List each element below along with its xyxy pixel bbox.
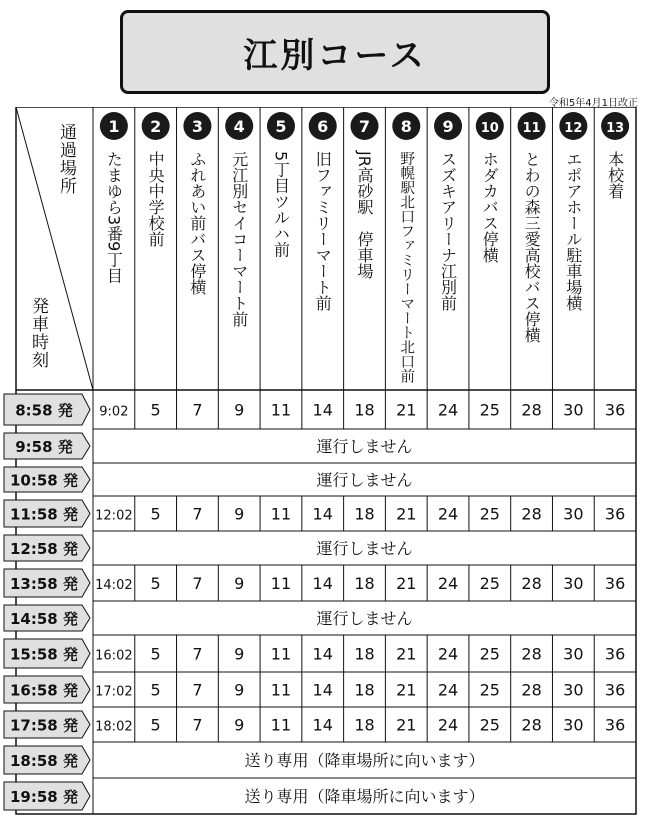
- departure-time: 8:58 発: [15, 401, 73, 420]
- arrival-minute: 28: [521, 400, 542, 420]
- arrival-minute: 30: [563, 644, 584, 664]
- stop-name: 本校着: [605, 151, 625, 199]
- title-box: [120, 10, 550, 94]
- stop-number: 2: [150, 117, 162, 136]
- arrival-minute: 25: [479, 680, 500, 700]
- arrival-minute: 24: [437, 574, 459, 593]
- arrival-minute: 12:02: [95, 508, 133, 524]
- arrival-minute: 5: [150, 680, 161, 700]
- stop-name: JR高砂駅 停車場: [355, 151, 374, 279]
- arrival-minute: 28: [521, 574, 542, 593]
- departure-time: 10:58 発: [10, 471, 78, 490]
- arrival-minute: 25: [479, 400, 500, 420]
- stop-number: 8: [400, 117, 412, 136]
- stop-number: 4: [233, 117, 245, 136]
- stop-column: [392, 112, 420, 383]
- arrival-minute: 9: [234, 644, 245, 664]
- timetable-row: [4, 429, 636, 463]
- arrival-minute: 11: [270, 400, 292, 420]
- stop-number: 6: [317, 117, 329, 136]
- stop-name: エポアホール駐車場横: [563, 151, 583, 311]
- stop-number: 1: [108, 117, 120, 136]
- stop-number: 5: [275, 117, 287, 136]
- arrival-minute: 36: [604, 400, 626, 420]
- row-note: 送り専用（降車場所に向います）: [244, 787, 485, 806]
- arrival-minute: 36: [604, 715, 626, 735]
- arrival-minute: 5: [150, 574, 161, 593]
- arrival-minute: 36: [604, 644, 626, 664]
- arrival-minute: 18: [354, 644, 375, 664]
- arrival-minute: 7: [192, 504, 203, 524]
- stop-column: [476, 112, 504, 264]
- stop-name: とわの森三愛高校バス停横: [522, 151, 542, 343]
- stop-column: [225, 112, 253, 327]
- arrival-minute: 14: [312, 504, 333, 524]
- arrival-minute: 7: [192, 644, 203, 664]
- stop-column: [559, 112, 587, 312]
- arrival-minute: 18: [354, 715, 375, 735]
- departure-time: 13:58 発: [10, 575, 78, 593]
- departure-time: 16:58 発: [10, 681, 78, 700]
- stop-number: 12: [564, 121, 583, 136]
- stop-number: 10: [480, 121, 499, 136]
- arrival-minute: 14: [312, 715, 333, 735]
- arrival-minute: 11: [270, 680, 292, 700]
- arrival-minute: 28: [521, 504, 542, 524]
- stop-column: [309, 112, 337, 311]
- arrival-minute: 9: [234, 504, 245, 524]
- arrival-minute: 16:02: [95, 648, 133, 664]
- arrival-minute: 7: [192, 574, 203, 593]
- arrival-minute: 14: [312, 680, 333, 700]
- arrival-minute: 18: [354, 504, 375, 524]
- arrival-minute: 21: [396, 400, 417, 420]
- timetable-row: [4, 531, 636, 565]
- stop-name: 中央中学校前: [146, 151, 166, 247]
- arrival-minute: 28: [521, 680, 542, 700]
- stop-name: スズキアリーナ江別前: [438, 151, 458, 311]
- arrival-minute: 18: [354, 680, 375, 700]
- timetable-row: [4, 778, 636, 814]
- stop-number: 13: [606, 121, 625, 136]
- stop-number: 9: [442, 117, 454, 136]
- arrival-minute: 25: [479, 504, 500, 524]
- stop-name: たまゆら3番9丁目: [104, 151, 124, 284]
- timetable-row: [4, 672, 636, 707]
- stop-column: [434, 112, 462, 311]
- arrival-minute: 5: [150, 644, 161, 664]
- arrival-minute: 5: [150, 504, 161, 524]
- arrival-minute: 14: [312, 574, 333, 593]
- arrival-minute: 30: [563, 400, 584, 420]
- timetable-row: [4, 463, 636, 496]
- arrival-minute: 30: [563, 504, 584, 524]
- arrival-minute: 7: [192, 715, 203, 735]
- arrival-minute: 9: [234, 680, 245, 700]
- stop-name: ホダカバス停横: [480, 151, 500, 263]
- arrival-minute: 5: [150, 715, 161, 735]
- arrival-minute: 21: [396, 644, 417, 664]
- arrival-minute: 30: [563, 574, 584, 593]
- arrival-minute: 28: [521, 715, 542, 735]
- stop-name: 旧ファミリーマート前: [313, 151, 333, 311]
- arrival-minute: 11: [270, 504, 292, 524]
- arrival-minute: 30: [563, 715, 584, 735]
- arrival-minute: 21: [396, 715, 417, 735]
- arrival-minute: 30: [563, 680, 584, 700]
- arrival-minute: 21: [396, 574, 417, 593]
- departure-time: 17:58 発: [10, 716, 78, 735]
- stop-column: [183, 112, 211, 296]
- stop-number: 3: [191, 117, 203, 136]
- arrival-minute: 18:02: [95, 719, 133, 735]
- arrival-minute: 18: [354, 574, 375, 593]
- timetable-row: [4, 742, 636, 778]
- departure-time: 9:58 発: [15, 438, 73, 456]
- arrival-minute: 25: [479, 644, 500, 664]
- stop-number: 7: [358, 117, 371, 136]
- arrival-minute: 9: [234, 715, 245, 735]
- arrival-minute: 24: [437, 644, 459, 664]
- arrival-minute: 14: [312, 644, 333, 664]
- stop-name: ふれあい前バス停横: [187, 151, 207, 295]
- arrival-minute: 9: [234, 400, 245, 420]
- arrival-minute: 36: [604, 680, 626, 700]
- timetable-row: [4, 496, 636, 531]
- arrival-minute: 25: [479, 715, 500, 735]
- arrival-minute: 5: [150, 400, 161, 420]
- row-note: 運行しません: [316, 437, 413, 456]
- arrival-minute: 14: [312, 400, 333, 420]
- departure-time-label: 発車時刻: [28, 297, 48, 369]
- arrival-minute: 17:02: [95, 684, 133, 700]
- arrival-minute: 9: [234, 574, 245, 593]
- stop-name: 元江別セイコーマート前: [229, 151, 249, 327]
- departure-time: 15:58 発: [10, 645, 78, 664]
- timetable-row: [4, 390, 636, 429]
- stop-column: [142, 112, 170, 247]
- stop-column: [100, 112, 128, 283]
- arrival-minute: 24: [437, 400, 459, 420]
- timetable-row: [4, 601, 636, 635]
- timetable-row: [4, 565, 636, 601]
- arrival-minute: 28: [521, 644, 542, 664]
- stops-label: 通過場所: [56, 123, 76, 195]
- row-note: 送り専用（降車場所に向います）: [244, 751, 485, 770]
- revision-date: 令和5年4月1日改正: [548, 98, 638, 109]
- stop-column: [267, 112, 295, 257]
- departure-time: 14:58 発: [10, 610, 78, 628]
- arrival-minute: 11: [270, 644, 292, 664]
- arrival-minute: 36: [604, 574, 626, 593]
- arrival-minute: 11: [270, 574, 292, 593]
- row-note: 運行しません: [316, 609, 413, 628]
- arrival-minute: 25: [479, 574, 500, 593]
- arrival-minute: 9:02: [99, 404, 129, 420]
- timetable-row: [4, 635, 636, 672]
- stop-column: [601, 112, 629, 199]
- arrival-minute: 21: [396, 680, 417, 700]
- departure-time: 11:58 発: [10, 505, 78, 524]
- departure-time: 18:58 発: [10, 752, 78, 770]
- arrival-minute: 11: [270, 715, 292, 735]
- arrival-minute: 21: [396, 504, 417, 524]
- stop-number: 11: [522, 121, 541, 136]
- stop-name: 5丁目ツルハ前: [271, 151, 291, 258]
- arrival-minute: 24: [437, 680, 459, 700]
- departure-time: 19:58 発: [10, 788, 78, 806]
- arrival-minute: 7: [192, 680, 203, 700]
- stop-column: [518, 112, 546, 344]
- stop-column: [351, 112, 379, 279]
- row-note: 運行しません: [316, 539, 413, 558]
- arrival-minute: 18: [354, 400, 375, 420]
- arrival-minute: 36: [604, 504, 626, 524]
- timetable: [0, 107, 650, 827]
- row-note: 運行しません: [316, 470, 413, 490]
- departure-time: 12:58 発: [10, 540, 78, 558]
- arrival-minute: 7: [192, 400, 203, 420]
- arrival-minute: 24: [437, 715, 459, 735]
- arrival-minute: 14:02: [95, 578, 133, 593]
- stop-name: 野幌駅北口ファミリーマート北口前: [398, 151, 415, 383]
- timetable-row: [4, 707, 636, 742]
- page-title: 江別コース: [243, 35, 427, 76]
- arrival-minute: 24: [437, 504, 459, 524]
